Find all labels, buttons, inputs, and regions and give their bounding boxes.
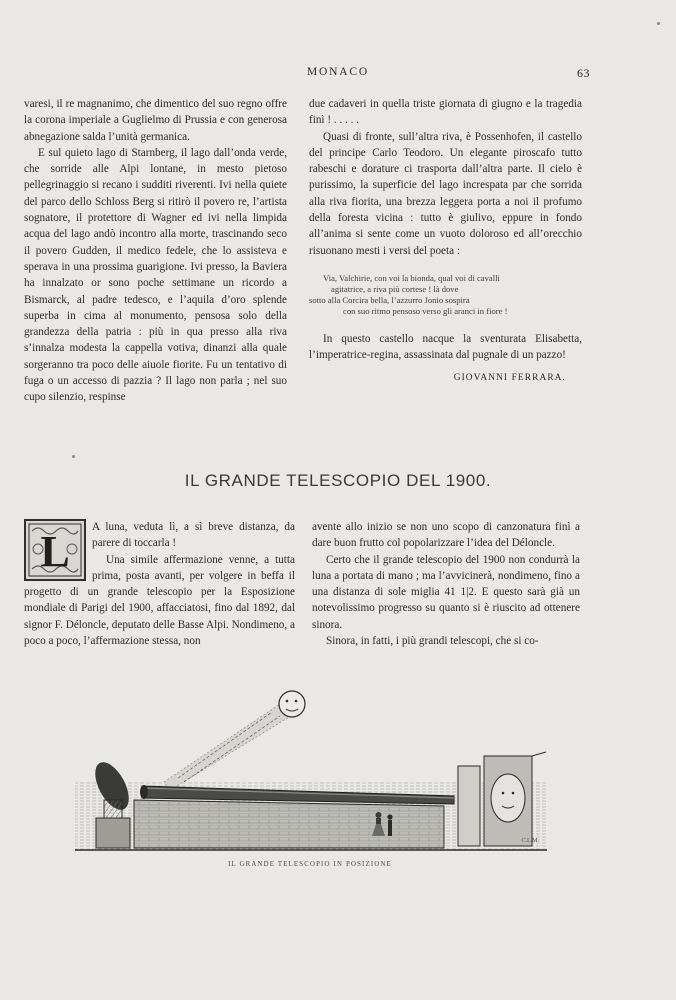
telescope-illustration [74,682,548,852]
article-left-column [24,519,295,649]
article-title: IL GRANDE TELESCOPIO DEL 1900. [184,471,492,490]
verse-line: sotto alla Corcira bella, l’azzurro Jonio sospira [309,294,470,305]
top-left-column [24,96,287,406]
verse-block [309,273,582,317]
verse-line: Via, Valchirie, con voi la bionda, qual voi di cavalli [323,272,500,283]
running-title: MONACO [307,66,369,78]
page-number: 63 [577,66,590,80]
paragraph: Quasi di fronte, sull’altra riva, è Possenhofen, il castello del principe Carlo Teodoro. Un elegante piroscafo tutto rabeschi e dorature ci trasporta dall’altra parte. Il cielo è purissimo, la superficie del lago increspata par che sorrida alla riva fiorita, una brezza leggera porta a noi il profumo della foresta vicina : tutto è giulivo, eppure in fondo all’anima si sente come un vuoto doloroso ed all’orecchio risuonano mesti i versi del poeta : [309,130,582,257]
decorative-initial [24,519,86,581]
author-signature: GIOVANNI FERRARA. [453,372,566,383]
figure-caption: IL GRANDE TELESCOPIO IN POSIZIONE [228,861,392,868]
article-right-column [312,519,580,649]
paragraph: Certo che il grande telescopio del 1900 non condurrà la luna a portata di mano ; ma l’avvicinerà, nondimeno, fino a una distanza di sole miglia 41 1|2. E questo sarà già un notevolissimo progresso su quanto si è riuscito ad ottenere sinora. [312,553,580,631]
print-speck [72,455,75,458]
running-head [0,66,676,82]
paragraph: A luna, veduta lì, a sì breve distanza, da parere di toccarla ! [92,521,295,550]
paragraph: E sul quieto lago di Starnberg, il lago dall’onda verde, che sorride alle Alpi lontane, in mesto pietoso pellegrinaggio si recano i sudditi riverenti. Ivi nella quiete del parco dello Schloss Berg si ritirò il povero re, l’artista sognatore, il protettore di Wagner ed ivi nella limpida acqua del lago andò incontro alla morte, trascinando seco il povero Gudden, il medico fedele, che lo assisteva e sperava in una prossima guarigione. Ivi presso, la Baviera ha innalzato or sono poche settimane un ricordo a Bismarck, al padre tedesco, e l’aquila d’oro splende superba in cima al monumento, pensosa solo della grandezza della patria : più in qua presso alla riva s’innalza modesta la cappella votiva, dinanzi alla quale sorgeranno tra poco delle aiuole fiorite. Fu un tentativo di fuga o un accesso di pazzia ? Il lago non parla ; nel suo cupo silenzio, respinse [24,146,287,404]
paragraph: due cadaveri in quella triste giornata di giugno e la tragedia finì ! . . . . . [309,98,582,127]
verse-line: agitatrice, a riva più cortese ! là dove [331,283,459,294]
paragraph: Sinora, in fatti, i più grandi telescopi, che si co- [326,635,539,648]
verse-line: con suo ritmo pensoso verso gli aranci in fiore ! [343,305,508,316]
top-right-column [309,96,582,386]
dropcap-letter: L [40,527,70,576]
print-speck [657,22,660,25]
paragraph: In questo castello nacque la sventurata Elisabetta, l’imperatrice-regina, assassinata dal pugnale di un pazzo! [309,332,582,362]
paragraph: Una simile affermazione venne, a tutta prima, posta avanti, per volgere in beffa il progetto di un grande telescopio per la Esposizione mondiale di Parigi del 1900, affacciatosi, fino dal 1892, dal signor F. Déloncle, deputato delle Basse Alpi. Nondimeno, a poco a poco, l’affermazione stessa, non [24,553,295,648]
paragraph: varesi, il re magnanimo, che dimentico del suo regno offre la corona imperiale a Guglielmo di Prussia e con generosa abnegazione salda l’unità germanica. [24,98,287,143]
artist-mark: C.L.M. [521,838,539,844]
paragraph: avente allo inizio se non uno scopo di canzonatura finì a dare buon frutto col popolarizzare l’idea del Déloncle. [312,521,580,550]
